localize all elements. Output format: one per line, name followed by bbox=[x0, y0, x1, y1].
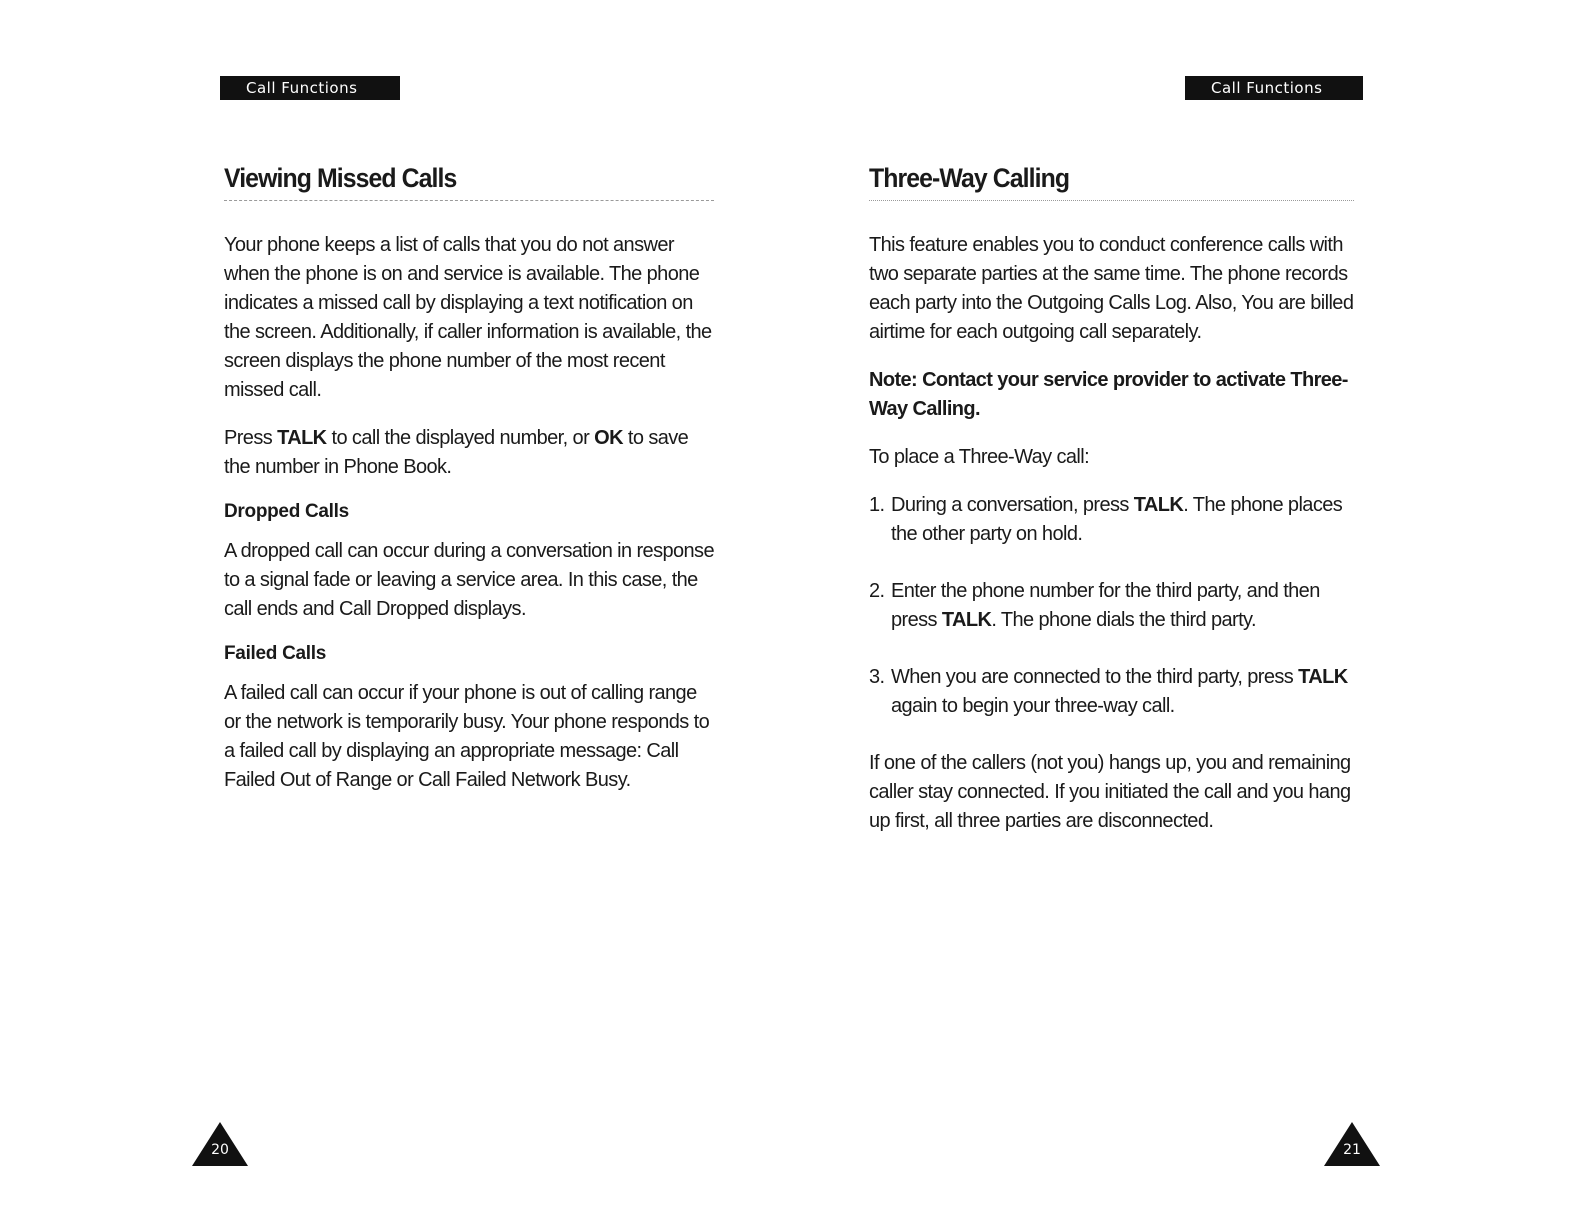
right-content bbox=[869, 160, 1359, 855]
left-content bbox=[224, 160, 714, 814]
list-item bbox=[869, 663, 1359, 721]
page-number: 21 bbox=[1343, 1142, 1361, 1158]
note-label: Note: bbox=[869, 369, 918, 391]
intro-paragraph: This feature enables you to conduct conference calls with two separate parties at the same time. The phone records each party into the Outgoing Calls Log. Also, You are billed airtime for each outgoing call separately. bbox=[869, 234, 1354, 343]
page-title: Viewing Missed Calls bbox=[224, 163, 457, 193]
step-text-after: again to begin your three-way call. bbox=[891, 695, 1175, 717]
list-item bbox=[869, 491, 1359, 549]
note-text: Contact your service provider to activate Three-Way Calling. bbox=[869, 369, 1348, 420]
dropped-calls-heading: Dropped Calls bbox=[224, 501, 349, 522]
press-word: Press bbox=[224, 427, 273, 449]
dropped-calls-text: A dropped call can occur during a conversation in response to a signal fade or leaving a service area. In this case, the call ends and Call Dropped displays. bbox=[224, 540, 714, 620]
page-number-badge bbox=[1322, 1120, 1382, 1168]
step-text: During a conversation, press bbox=[891, 494, 1129, 516]
talk-key: TALK bbox=[1298, 666, 1348, 688]
step-text: Enter the phone number for the third party, and then press bbox=[891, 580, 1320, 631]
note-paragraph bbox=[869, 366, 1359, 424]
step-text: When you are connected to the third party, press bbox=[891, 666, 1294, 688]
step-number: 3. bbox=[869, 666, 885, 688]
press-paragraph bbox=[224, 424, 714, 482]
step-text-after: . The phone places the other party on hold. bbox=[891, 494, 1343, 545]
page-number-badge bbox=[190, 1120, 250, 1168]
section-header-tab: Call Functions bbox=[1185, 76, 1363, 100]
talk-key: TALK bbox=[1133, 494, 1184, 516]
closing-paragraph: If one of the callers (not you) hangs up, you and remaining caller stay connected. If you initiated the call and you hang up first, all three parties are disconnected. bbox=[869, 752, 1351, 832]
steps-list bbox=[869, 491, 1359, 721]
right-page bbox=[789, 0, 1578, 1221]
talk-key: TALK bbox=[941, 609, 992, 631]
ok-key: OK bbox=[594, 427, 623, 449]
failed-calls-text: A failed call can occur if your phone is out of calling range or the network is temporarily busy. Your phone responds to a failed call by displaying an appropriate message: Call Failed Out of Range or Call Failed Network Busy. bbox=[224, 682, 710, 791]
press-end: to save the number in Phone Book. bbox=[224, 427, 689, 478]
title-divider bbox=[869, 200, 1354, 201]
step-number: 1. bbox=[869, 494, 885, 516]
page-number: 20 bbox=[211, 1142, 229, 1158]
talk-key: TALK bbox=[277, 427, 327, 449]
section-header-tab: Call Functions bbox=[220, 76, 400, 100]
step-text-after: . The phone dials the third party. bbox=[991, 609, 1256, 631]
press-middle: to call the displayed number, or bbox=[331, 427, 590, 449]
intro-paragraph: Your phone keeps a list of calls that you do not answer when the phone is on and service is available. The phone indicates a missed call by displaying a text notification on the screen. Additionally, if caller information is available, the screen displays the phone number of the most recent missed call. bbox=[224, 234, 712, 401]
step-number: 2. bbox=[869, 580, 885, 602]
failed-calls-heading: Failed Calls bbox=[224, 643, 326, 664]
list-item bbox=[869, 577, 1359, 635]
page-title: Three-Way Calling bbox=[869, 163, 1070, 193]
to-place-text: To place a Three-Way call: bbox=[869, 446, 1090, 468]
title-divider bbox=[224, 200, 714, 201]
